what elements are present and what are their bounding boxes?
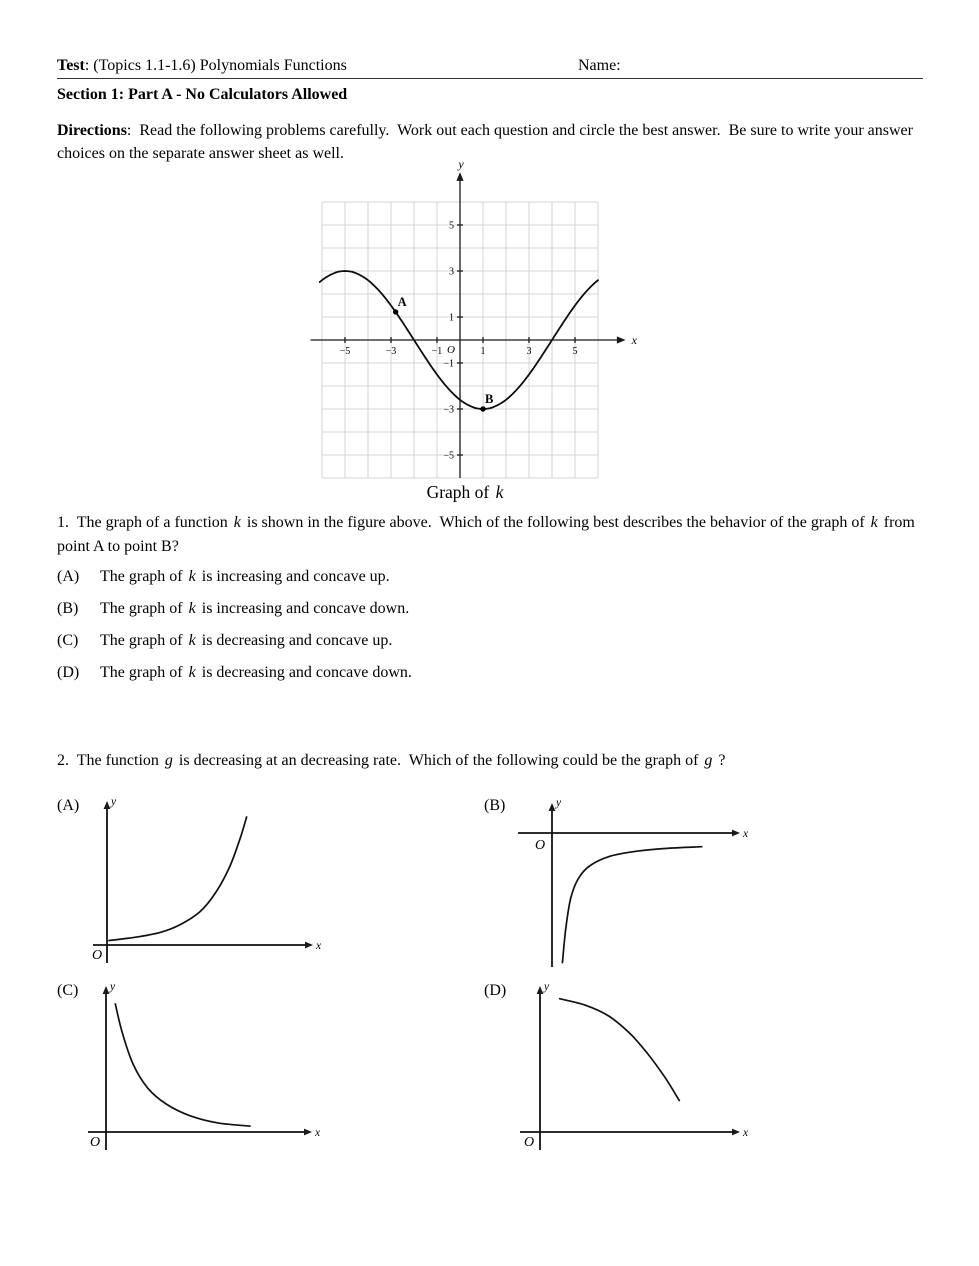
q2-var-1: g [164,752,173,769]
svg-text:x: x [631,333,637,347]
q2-text-1: 2. The function [57,752,163,769]
q1-option-a-text: The graph of k is increasing and concave up. [100,568,390,585]
q1-var-2: k [870,514,878,531]
q1-option-c-label: (C) [57,632,79,649]
graph-of-k-figure [292,157,640,492]
q2-answer-graph-a [85,795,330,977]
q1-var-1: k [233,514,241,531]
svg-text:−3: −3 [443,404,454,416]
q2-answer-graph-c [82,980,327,1162]
svg-text:B: B [485,392,494,406]
svg-text:O: O [89,1135,101,1150]
svg-text:O: O [91,948,103,963]
svg-text:y: y [556,797,562,809]
q2-graph-c-label: (C) [57,982,79,999]
svg-text:3: 3 [449,266,454,278]
directions-text: : Read the following problems carefully. Work out each question and circle the best answer. Be sure to write your answer choices on the separate answer sheet as well. [57,122,917,163]
q1-option-b-text: The graph of k is increasing and concave down. [100,600,410,617]
svg-text:x: x [316,940,322,952]
test-title-rest: : (Topics 1.1-1.6) Polynomials Functions [84,57,347,74]
svg-text:−1: −1 [431,346,443,357]
figure-caption-var: k [495,482,504,502]
svg-text:A: A [397,294,407,309]
q1-option-d-label: (D) [57,664,80,681]
svg-text:3: 3 [526,346,532,357]
q2-graph-d-label: (D) [484,982,507,999]
svg-text:−5: −5 [443,450,454,462]
test-title [57,57,347,74]
q2-answer-graph-d [512,980,757,1162]
q1-option-d-text: The graph of k is decreasing and concave down. [100,664,412,681]
svg-text:O: O [447,344,455,356]
svg-text:5: 5 [572,346,578,357]
q2-graph-b-label: (B) [484,797,506,814]
q1-option-b-label: (B) [57,600,79,617]
svg-text:y: y [111,796,117,808]
svg-text:x: x [743,828,749,840]
svg-text:O: O [534,838,546,853]
figure-caption-text: Graph of [426,482,494,502]
svg-text:O: O [523,1135,535,1150]
q2-text-2: is decreasing at an decreasing rate. Which of the following could be the graph of [174,752,703,769]
document-header [57,57,923,75]
svg-text:x: x [743,1127,749,1139]
svg-text:−1: −1 [443,358,454,370]
directions-label: Directions [57,122,127,139]
question-1 [57,511,919,559]
svg-text:5: 5 [449,220,454,232]
svg-text:y: y [544,981,550,993]
q1-option-a [57,568,390,586]
svg-text:−5: −5 [339,346,351,357]
name-label: Name: [578,57,621,74]
svg-text:1: 1 [480,346,486,357]
q1-text-1: 1. The graph of a function [57,514,232,531]
header-divider [57,78,923,79]
q1-option-d [57,664,412,682]
svg-text:−3: −3 [385,346,397,357]
q2-text-3: ? [714,752,726,769]
svg-text:y: y [110,981,116,993]
q2-graph-a-label: (A) [57,797,80,814]
q1-text-2: is shown in the figure above. Which of the following best describes the behavior of the graph of [242,514,869,531]
q1-option-b [57,600,409,618]
section-title: Section 1: Part A - No Calculators Allowed [57,86,348,103]
q1-option-a-label: (A) [57,568,80,585]
question-2 [57,749,919,773]
svg-text:x: x [315,1127,321,1139]
svg-text:1: 1 [449,312,454,324]
figure-caption [292,482,640,503]
q1-option-c-text: The graph of k is decreasing and concave up. [100,632,393,649]
directions-paragraph [57,119,917,165]
svg-text:y: y [458,157,464,172]
q1-text-3: from point A to point B? [57,514,919,555]
q2-answer-graph-b [512,795,757,977]
test-label: Test [57,57,85,74]
q2-var-2: g [704,752,713,769]
q1-option-c [57,632,392,650]
